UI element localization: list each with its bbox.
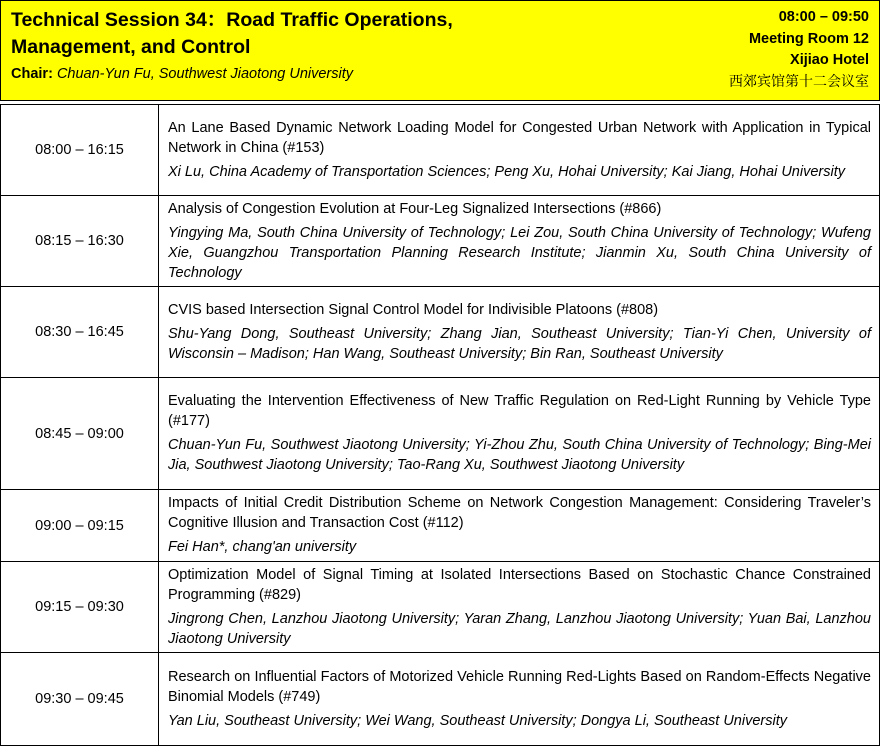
paper-cell — [159, 653, 880, 746]
paper-time: 09:30 – 09:45 — [1, 653, 159, 746]
paper-authors: Chuan-Yun Fu, Southwest Jiaotong University; Yi-Zhou Zhu, South China University of Technology; Bing-Mei Jia, Southwest Jiaotong University; Tao-Rang Xu, Southwest Jiaotong University — [168, 437, 871, 473]
session-room: Meeting Room 12 — [748, 30, 869, 47]
paper-title: An Lane Based Dynamic Network Loading Model for Congested Urban Network with Application in Typical Network in China (#153) — [168, 119, 871, 156]
paper-cell — [159, 490, 880, 562]
table-row — [1, 653, 880, 746]
paper-authors: Xi Lu, China Academy of Transportation Sciences; Peng Xu, Hohai University; Kai Jiang, Hohai University — [168, 163, 845, 180]
paper-cell — [159, 562, 880, 653]
paper-authors: Shu-Yang Dong, Southeast University; Zhang Jian, Southeast University; Tian-Yi Chen, University of Wisconsin – Madison; Han Wang, Southeast University; Bin Ran, Southeast University — [168, 325, 871, 362]
chair-label: Chair: — [11, 66, 53, 82]
paper-cell — [159, 287, 880, 378]
paper-title: CVIS based Intersection Signal Control Model for Indivisible Platoons (#808) — [168, 301, 659, 318]
session-meta — [729, 7, 869, 93]
session-title: Technical Session 34：Road Traffic Operations, Management, and Control — [11, 9, 453, 58]
session-time: 08:00 – 09:50 — [778, 9, 869, 25]
paper-time: 09:00 – 09:15 — [1, 490, 159, 562]
paper-time: 09:15 – 09:30 — [1, 562, 159, 653]
session-hotel: Xijiao Hotel — [790, 52, 869, 68]
table-row — [1, 105, 880, 196]
paper-time: 08:15 – 16:30 — [1, 196, 159, 287]
paper-authors: Yingying Ma, South China University of Technology; Lei Zou, South China University of Technology; Wufeng Xie, Guangzhou Transportation Planning Research Institute; Jianmin Xu, South China University of Technology — [168, 224, 871, 281]
paper-authors: Yan Liu, Southeast University; Wei Wang, Southeast University; Dongya Li, Southeast University — [168, 712, 787, 729]
table-row — [1, 196, 880, 287]
paper-authors: Fei Han*, chang'an university — [168, 539, 357, 555]
session-header — [0, 0, 880, 101]
session-room-cn: 西郊宾馆第十二会议室 — [729, 73, 869, 90]
session-chair — [11, 65, 353, 83]
paper-cell — [159, 378, 880, 490]
table-row — [1, 490, 880, 562]
paper-title: Analysis of Congestion Evolution at Four-Leg Signalized Intersections (#866) — [168, 200, 662, 217]
paper-title: Research on Influential Factors of Motorized Vehicle Running Red-Lights Based on Random-Effects Negative Binomial Models (#749) — [168, 668, 871, 705]
paper-time: 08:30 – 16:45 — [1, 287, 159, 378]
paper-cell — [159, 196, 880, 287]
paper-title: Evaluating the Intervention Effectiveness of New Traffic Regulation on Red-Light Running by Vehicle Type (#177) — [168, 393, 871, 429]
paper-title: Optimization Model of Signal Timing at Isolated Intersections Based on Stochastic Chance Constrained Programming (#829) — [168, 566, 871, 603]
paper-time: 08:45 – 09:00 — [1, 378, 159, 490]
paper-title: Impacts of Initial Credit Distribution Scheme on Network Congestion Management: Considering Traveler’s Cognitive Illusion and Transaction Cost (#112) — [168, 495, 871, 531]
paper-schedule-table — [0, 104, 880, 746]
paper-time: 08:00 – 16:15 — [1, 105, 159, 196]
paper-authors: Jingrong Chen, Lanzhou Jiaotong University; Yaran Zhang, Lanzhou Jiaotong University; Yuan Bai, Lanzhou Jiaotong University — [168, 610, 871, 647]
paper-cell — [159, 105, 880, 196]
table-row — [1, 562, 880, 653]
chair-name: Chuan-Yun Fu, Southwest Jiaotong University — [56, 66, 353, 82]
table-row — [1, 287, 880, 378]
table-row — [1, 378, 880, 490]
